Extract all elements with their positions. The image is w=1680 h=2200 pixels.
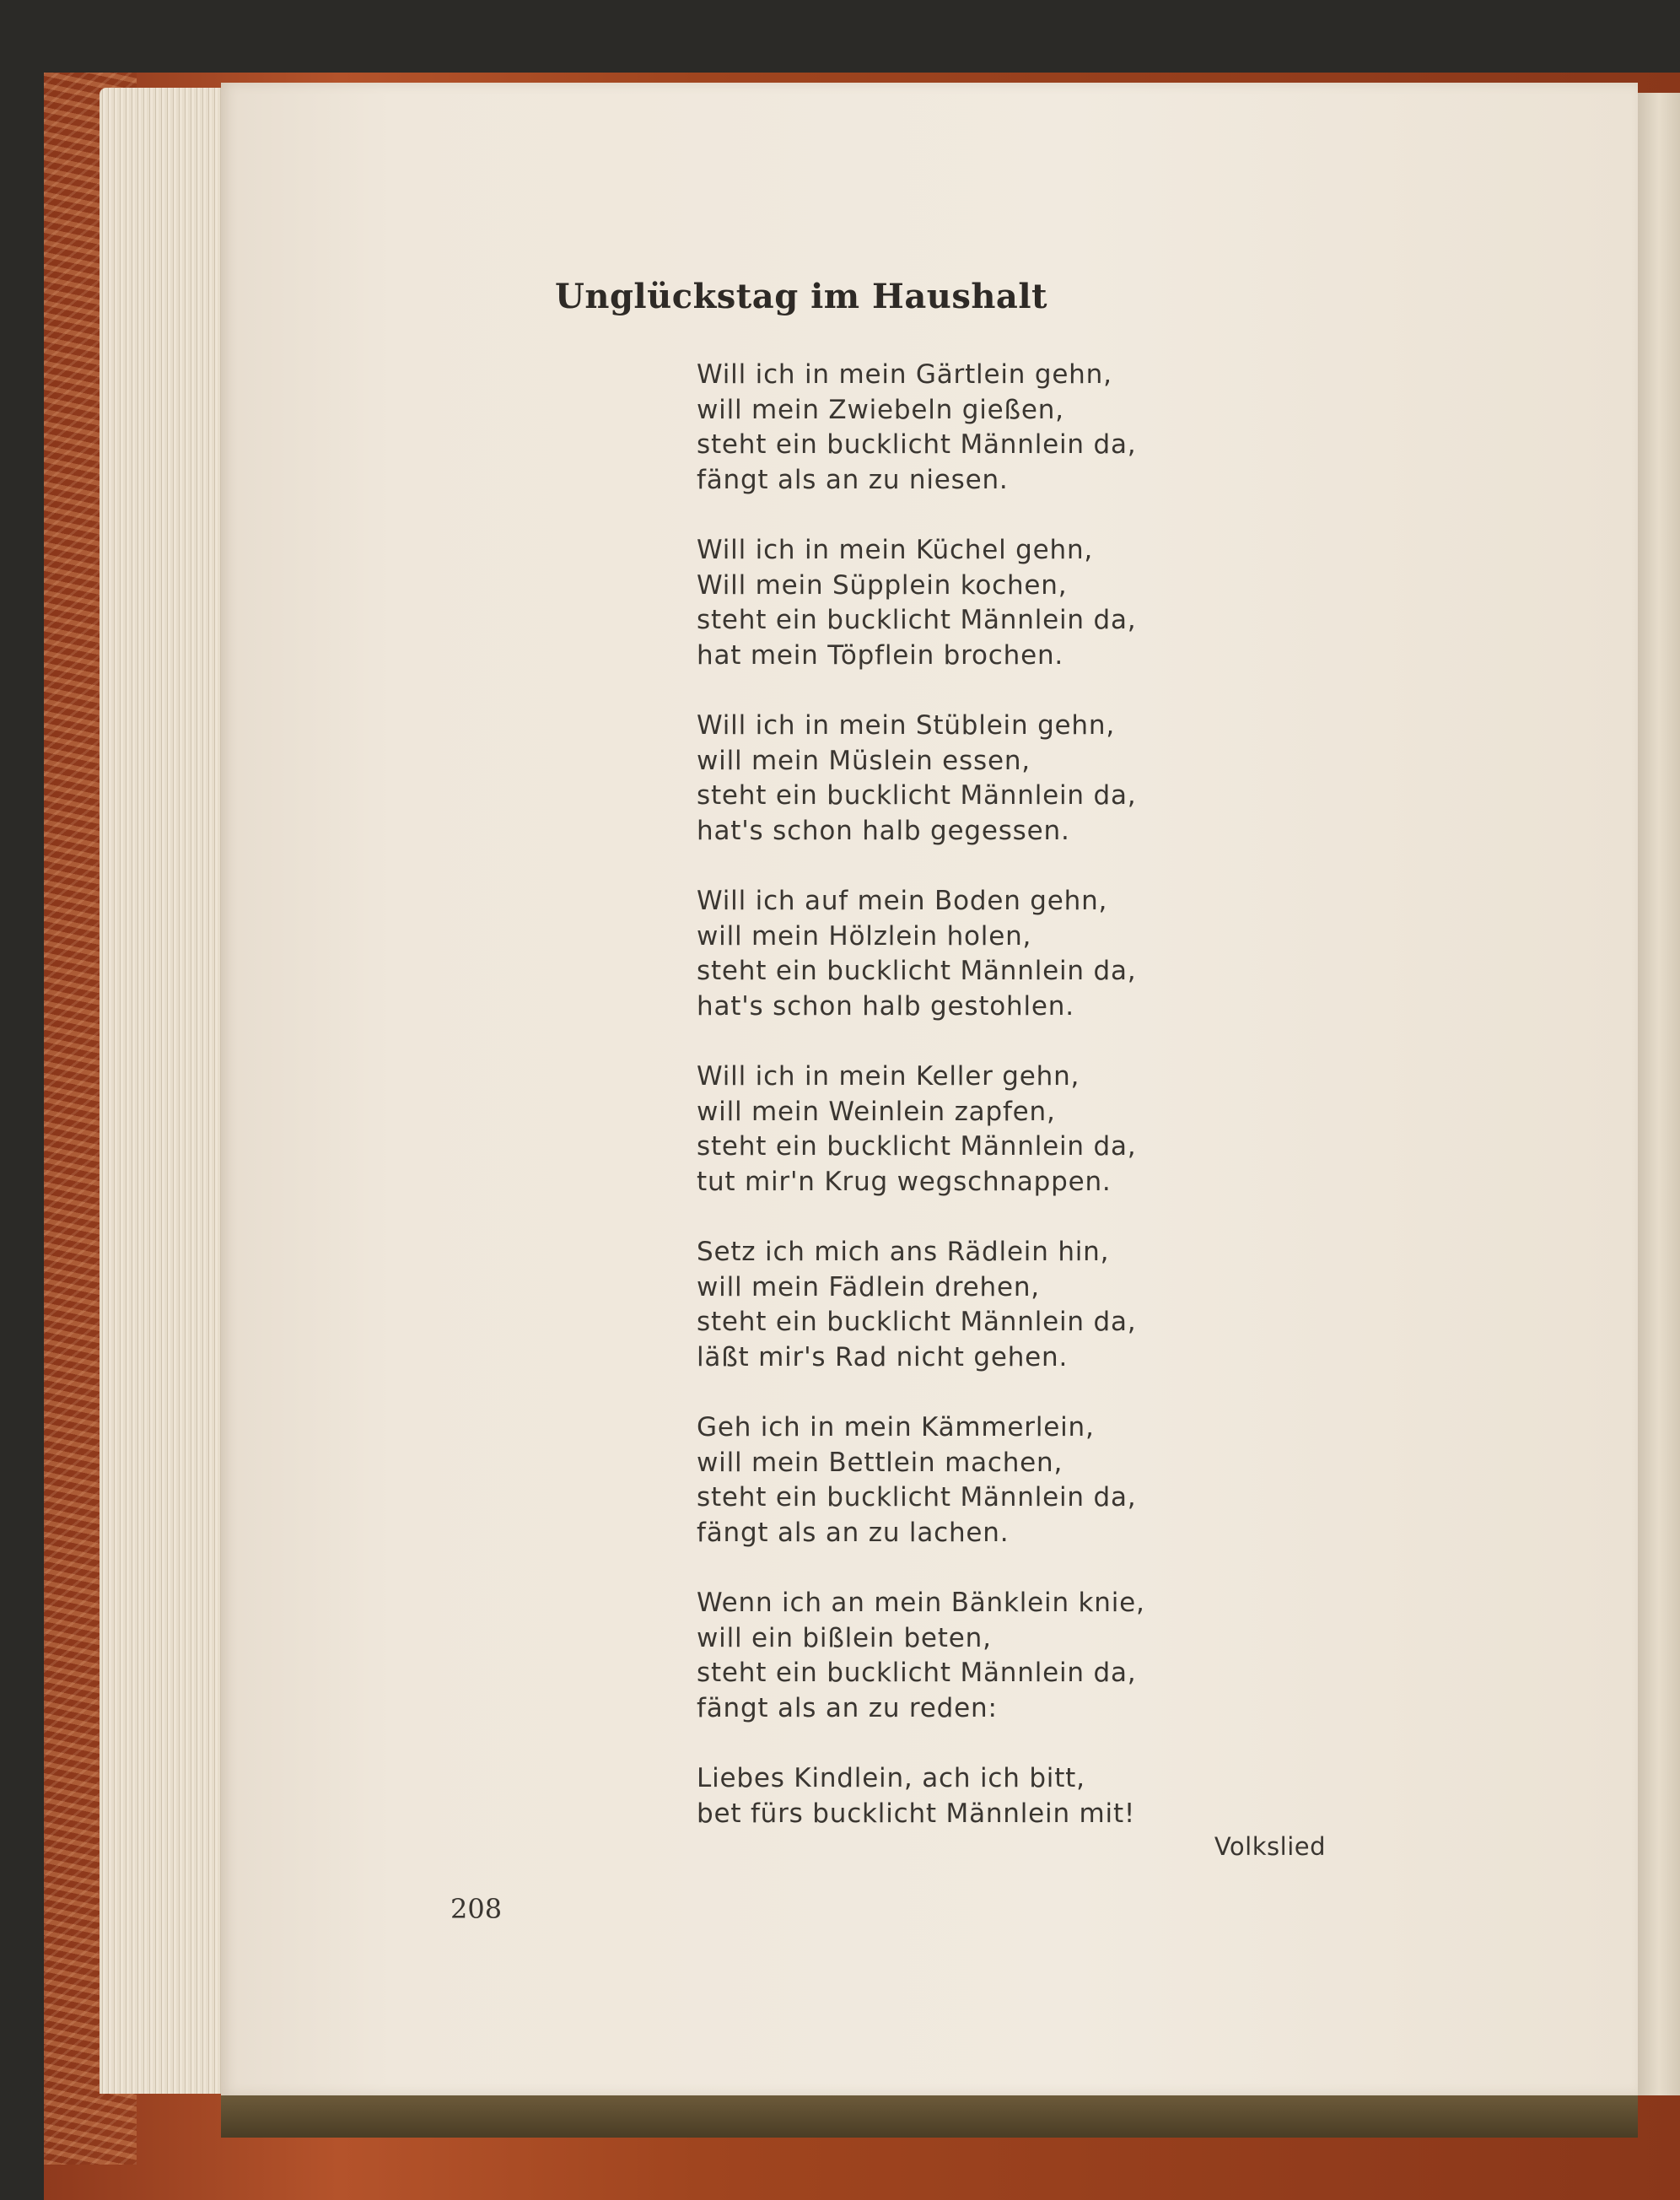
poem-body	[697, 358, 1304, 1867]
poem-line: will mein Weinlein zapfen,	[697, 1096, 1056, 1127]
stanza	[697, 884, 1304, 1024]
poem-line: fängt als an zu reden:	[697, 1692, 998, 1723]
poem-line: Will ich in mein Gärtlein gehn,	[697, 359, 1112, 390]
poem-line: will mein Fädlein drehen,	[697, 1271, 1040, 1302]
page-gutter	[1638, 93, 1680, 2095]
book-bottom-edge	[221, 2095, 1638, 2138]
poem-line: Geh ich in mein Kämmerlein,	[697, 1412, 1095, 1442]
poem-line: Setz ich mich ans Rädlein hin,	[697, 1237, 1110, 1267]
page-stack-edge	[100, 88, 234, 2094]
stanza	[697, 358, 1304, 498]
poem-line: hat's schon halb gegessen.	[697, 815, 1070, 846]
poem-attribution: Volkslied	[1214, 1832, 1326, 1861]
stanza	[697, 1060, 1304, 1200]
poem-line: fängt als an zu lachen.	[697, 1517, 1010, 1548]
poem-line: tut mir'n Krug wegschnappen.	[697, 1166, 1112, 1197]
poem-line: Will ich auf mein Boden gehn,	[697, 886, 1108, 916]
poem-line: steht ein bucklicht Männlein da,	[697, 1658, 1137, 1688]
poem-line: Will ich in mein Küchel gehn,	[697, 535, 1094, 565]
stanza	[697, 1235, 1304, 1375]
poem-line: hat's schon halb gestohlen.	[697, 990, 1074, 1022]
poem-line: läßt mir's Rad nicht gehen.	[697, 1341, 1069, 1372]
poem-line: Will ich in mein Keller gehn,	[697, 1061, 1080, 1092]
stanza	[697, 1410, 1304, 1550]
poem-line: will mein Müslein essen,	[697, 745, 1031, 776]
poem-line: hat mein Töpflein brochen.	[697, 639, 1064, 671]
poem-line: will mein Hölzlein holen,	[697, 920, 1032, 952]
poem-line: steht ein bucklicht Männlein da,	[697, 1131, 1137, 1162]
poem-line: steht ein bucklicht Männlein da,	[697, 429, 1137, 460]
poem-line: will ein bißlein beten,	[697, 1622, 992, 1653]
stanza	[697, 1586, 1304, 1726]
page-number: 208	[450, 1893, 503, 1925]
poem-line: will mein Zwiebeln gießen,	[697, 394, 1064, 425]
stanza	[697, 1761, 1304, 1831]
poem-line: fängt als an zu niesen.	[697, 464, 1009, 495]
stanza	[697, 533, 1304, 673]
poem-line: Will ich in mein Stüblein gehn,	[697, 710, 1115, 741]
poem-line: steht ein bucklicht Männlein da,	[697, 780, 1137, 811]
poem-line: Liebes Kindlein, ach ich bitt,	[697, 1763, 1085, 1793]
poem-line: will mein Bettlein machen,	[697, 1447, 1063, 1478]
poem-title: Unglückstag im Haushalt	[555, 277, 1048, 316]
poem-line: steht ein bucklicht Männlein da,	[697, 1482, 1137, 1512]
poem-line: Wenn ich an mein Bänklein knie,	[697, 1588, 1145, 1618]
poem-line: steht ein bucklicht Männlein da,	[697, 605, 1137, 635]
poem-line: steht ein bucklicht Männlein da,	[697, 956, 1137, 986]
poem-line: steht ein bucklicht Männlein da,	[697, 1307, 1137, 1337]
poem-line: Will mein Süpplein kochen,	[697, 569, 1068, 601]
stanza	[697, 709, 1304, 849]
poem-line: bet fürs bucklicht Männlein mit!	[697, 1798, 1136, 1829]
